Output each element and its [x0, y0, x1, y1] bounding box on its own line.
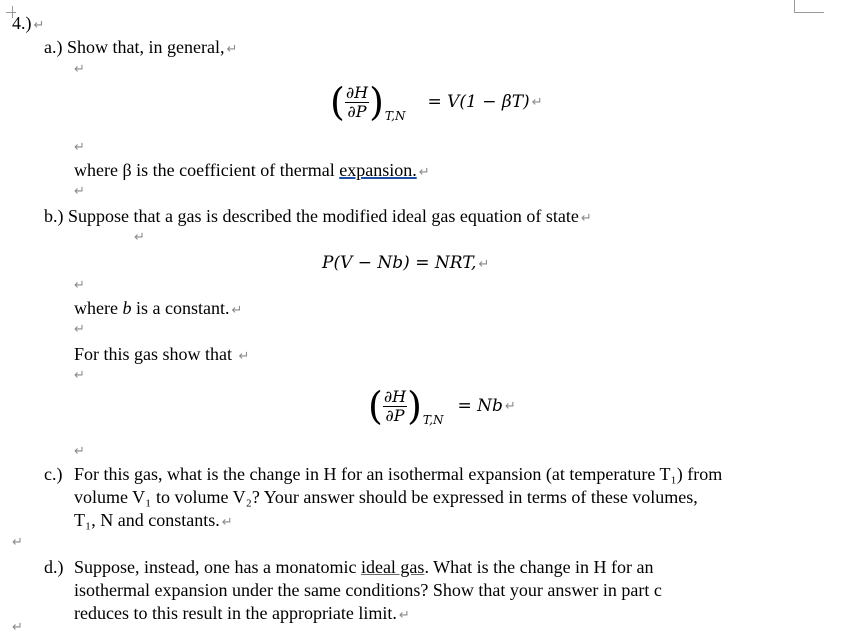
part-b-equation: P(V − Nb) = NRT, ↵ [322, 253, 490, 273]
part-d-line2: isothermal expansion under the same conditions? Show that your answer in part c [74, 580, 662, 600]
part-a-where: where β is the coefficient of thermal expansion. ↵ [74, 160, 430, 180]
part-d-line1: Suppose, instead, one has a monatomic ideal gas. What is the change in H for an [74, 557, 654, 577]
crop-mark-top-right-v [794, 0, 795, 12]
part-d-line3: reduces to this result in the appropriate limit. ↵ [74, 603, 410, 623]
part-b-show: For this gas show that ↵ [74, 344, 250, 364]
part-d-label: d.) [44, 557, 64, 577]
grammar-underline: ideal gas [360, 557, 425, 577]
part-a-text: Show that, in general, [66, 37, 225, 57]
part-c-line1: For this gas, what is the change in H for an isothermal expansion (at temperature T₁) from [74, 464, 723, 484]
empty-paragraph-mark: ↵ [74, 62, 85, 77]
part-c-line2: volume V₁ to volume V₂? Your answer should be expressed in terms of these volumes, [74, 487, 698, 507]
part-b-label: b.) [44, 206, 64, 226]
spellcheck-underline: expansion. [339, 160, 417, 180]
part-b-where: where b is a constant. ↵ [74, 298, 243, 318]
part-c-label: c.) [44, 464, 63, 484]
part-b-intro: b.) Suppose that a gas is described the modified ideal gas equation of state ↵ [44, 206, 592, 226]
crop-mark-top-right-h [794, 12, 824, 13]
part-a-intro: a.) Show that, in general, ↵ [44, 37, 238, 57]
part-a-label: a.) [44, 37, 63, 57]
problem-number: 4.) ↵ [12, 13, 45, 33]
part-a-equation: ( $\frac{\partial H}{\partial P}$ ) T,N = V(1 − βT) ↵ [330, 80, 543, 124]
part-c-line3: T₁, N and constants. ↵ [74, 510, 233, 530]
part-b-result-equation: ( $\frac{\partial H}{\partial P}$ ) T,N = Nb ↵ [368, 384, 516, 428]
paragraph-mark: ↵ [33, 18, 45, 33]
